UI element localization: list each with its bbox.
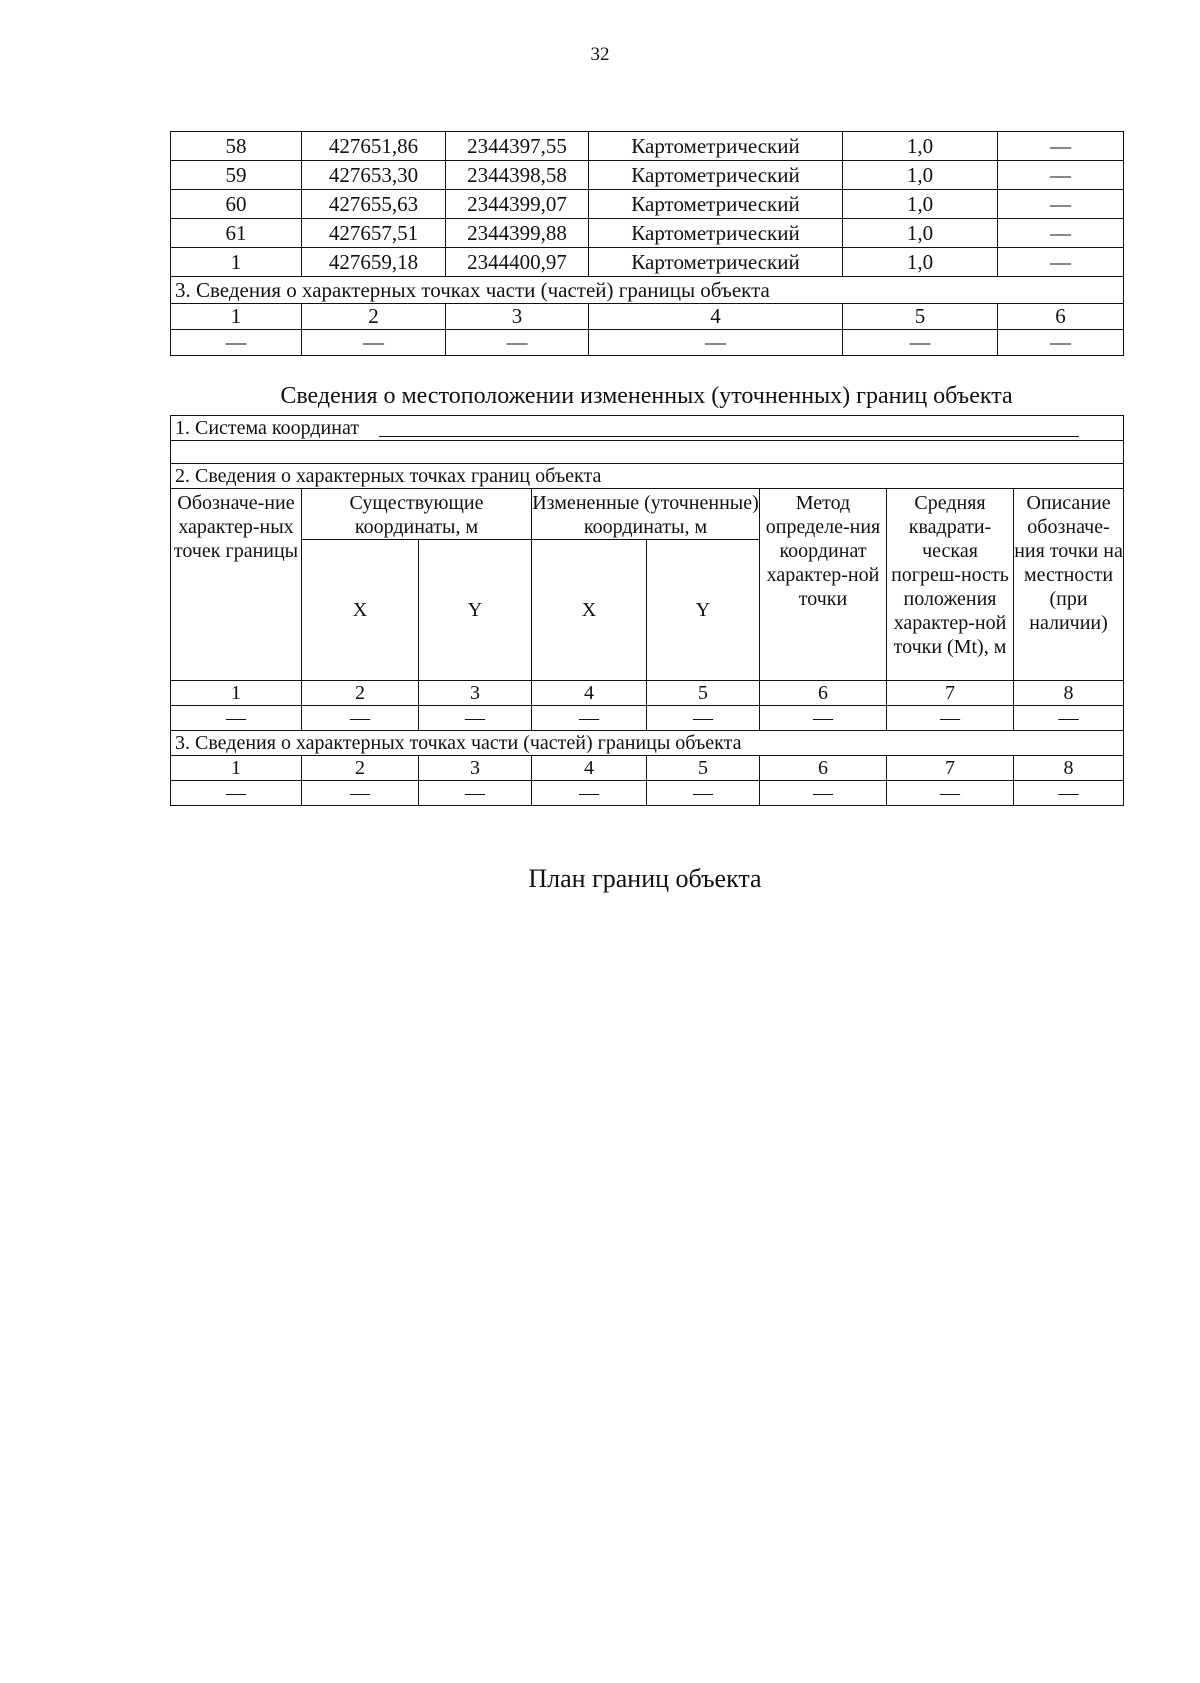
error-cell: 1,0	[843, 248, 998, 277]
y-coordinate-cell: 2344398,58	[446, 161, 589, 190]
column-number: 4	[589, 304, 843, 330]
error-cell: 1,0	[843, 190, 998, 219]
column-number: 5	[647, 681, 760, 706]
description-cell: —	[998, 190, 1124, 219]
column-number: 6	[998, 304, 1124, 330]
y-coordinate-cell: 2344399,07	[446, 190, 589, 219]
method-cell: Картометрический	[589, 132, 843, 161]
column-number: 2	[302, 304, 446, 330]
coordinate-system-row	[171, 416, 1124, 441]
dash-cell: —	[171, 330, 302, 356]
dash-cell: —	[532, 706, 647, 731]
method-cell: Картометрический	[589, 219, 843, 248]
dash-cell: —	[843, 330, 998, 356]
column-number: 6	[760, 756, 887, 781]
dash-cell: —	[1014, 781, 1124, 806]
column-number: 7	[887, 681, 1014, 706]
dash-cell: —	[419, 781, 532, 806]
changed-boundaries-table	[170, 415, 1124, 806]
column-number-row	[171, 756, 1124, 781]
column-number: 4	[532, 681, 647, 706]
error-cell: 1,0	[843, 219, 998, 248]
description-cell: —	[998, 248, 1124, 277]
column-number: 3	[446, 304, 589, 330]
method-cell: Картометрический	[589, 161, 843, 190]
dash-cell: —	[419, 706, 532, 731]
x-header: X	[532, 540, 647, 681]
dash-cell: —	[760, 706, 887, 731]
x-coordinate-cell: 427659,18	[302, 248, 446, 277]
dash-cell: —	[647, 781, 760, 806]
column-number-row	[171, 681, 1124, 706]
x-coordinate-cell: 427655,63	[302, 190, 446, 219]
coordinate-system-blank-line	[379, 422, 1079, 437]
x-header: X	[302, 540, 419, 681]
table-row	[171, 219, 1124, 248]
dash-cell: —	[887, 781, 1014, 806]
column-number: 1	[171, 681, 302, 706]
coordinate-system-label: 1. Система координат	[175, 417, 360, 439]
y-coordinate-cell: 2344397,55	[446, 132, 589, 161]
table-row	[171, 190, 1124, 219]
point-number-cell: 60	[171, 190, 302, 219]
column-number: 7	[887, 756, 1014, 781]
section-3-title: 3. Сведения о характерных точках части (частей) границы объекта	[171, 277, 1124, 304]
dash-cell: —	[302, 706, 419, 731]
x-coordinate-cell: 427657,51	[302, 219, 446, 248]
description-cell: —	[998, 161, 1124, 190]
column-number: 2	[302, 681, 419, 706]
column-number-row	[171, 304, 1124, 330]
dash-cell: —	[446, 330, 589, 356]
method-cell: Картометрический	[589, 190, 843, 219]
dash-cell: —	[887, 706, 1014, 731]
method-cell: Картометрический	[589, 248, 843, 277]
empty-data-row	[171, 330, 1124, 356]
x-coordinate-cell: 427651,86	[302, 132, 446, 161]
dash-cell: —	[171, 706, 302, 731]
dash-cell: —	[589, 330, 843, 356]
column-number: 5	[647, 756, 760, 781]
table-row	[171, 161, 1124, 190]
dash-cell: —	[532, 781, 647, 806]
dash-cell: —	[998, 330, 1124, 356]
section-row	[171, 731, 1124, 756]
plan-title: План границ объекта	[528, 864, 762, 893]
description-cell: —	[998, 132, 1124, 161]
y-header: Y	[647, 540, 760, 681]
error-cell: 1,0	[843, 161, 998, 190]
column-number: 8	[1014, 681, 1124, 706]
error-cell: 1,0	[843, 132, 998, 161]
table-row	[171, 248, 1124, 277]
section-2-title: 2. Сведения о характерных точках границ объекта	[171, 464, 1124, 489]
dash-cell: —	[302, 781, 419, 806]
dash-cell: —	[647, 706, 760, 731]
error-header: Средняя квадрати-ческая погреш-ность положения характер-ной точки (Mt), м	[887, 489, 1014, 681]
empty-data-row	[171, 706, 1124, 731]
boundary-points-table	[170, 131, 1124, 356]
column-number: 3	[419, 756, 532, 781]
column-number: 1	[171, 756, 302, 781]
point-number-cell: 61	[171, 219, 302, 248]
existing-coordinates-header: Существующие координаты, м	[302, 489, 532, 540]
empty-data-row	[171, 781, 1124, 806]
description-header: Описание обозначе-ния точки на местности (при наличии)	[1014, 489, 1124, 681]
method-header: Метод определе-ния координат характер-ной точки	[760, 489, 887, 681]
section-row	[171, 464, 1124, 489]
designation-header: Обозначе-ние характер-ных точек границы	[171, 489, 302, 681]
y-coordinate-cell: 2344399,88	[446, 219, 589, 248]
column-number: 6	[760, 681, 887, 706]
column-number: 3	[419, 681, 532, 706]
header-row	[171, 489, 1124, 540]
point-number-cell: 59	[171, 161, 302, 190]
dash-cell: —	[302, 330, 446, 356]
column-number: 2	[302, 756, 419, 781]
column-number: 4	[532, 756, 647, 781]
y-coordinate-cell: 2344400,97	[446, 248, 589, 277]
section-heading: Сведения о местоположении измененных (уточненных) границ объекта	[280, 383, 1013, 409]
y-header: Y	[419, 540, 532, 681]
changed-coordinates-header: Измененные (уточненные) координаты, м	[532, 489, 760, 540]
dash-cell: —	[760, 781, 887, 806]
page-number: 32	[590, 44, 610, 65]
point-number-cell: 1	[171, 248, 302, 277]
blank-row	[171, 441, 1124, 464]
point-number-cell: 58	[171, 132, 302, 161]
dash-cell: —	[171, 781, 302, 806]
x-coordinate-cell: 427653,30	[302, 161, 446, 190]
description-cell: —	[998, 219, 1124, 248]
table-row	[171, 132, 1124, 161]
section-row	[171, 277, 1124, 304]
column-number: 1	[171, 304, 302, 330]
dash-cell: —	[1014, 706, 1124, 731]
column-number: 8	[1014, 756, 1124, 781]
section-3-title: 3. Сведения о характерных точках части (частей) границы объекта	[171, 731, 1124, 756]
column-number: 5	[843, 304, 998, 330]
